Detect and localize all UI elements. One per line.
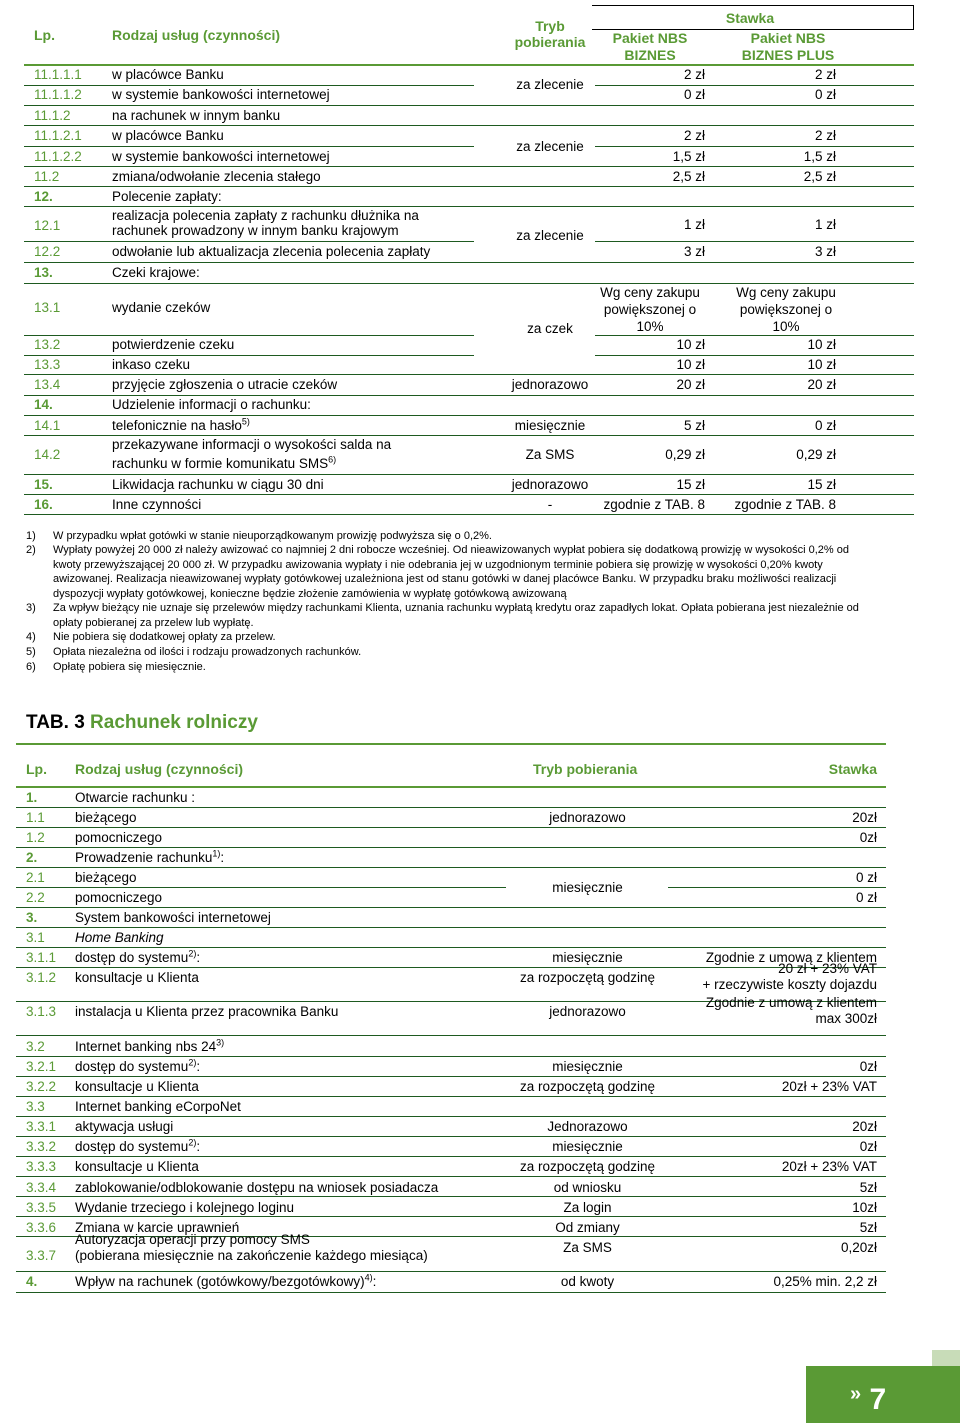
row-lp: 3.3.4	[26, 1180, 57, 1195]
footnote-ref: 3)	[216, 1037, 225, 1048]
row-mode: miesięcznie	[552, 1139, 623, 1154]
row-service: w placówce Banku	[112, 128, 224, 143]
footnote: 3) Za wpływ bieżący nie uznaje się przelewów między rachunkami Klienta, uznania rachunku wypłatą kredytu oraz zapadłych lokat. Opłata pobierana jest niezależnie od opłaty pobieranej za przelew lub wypłatę.	[26, 602, 859, 629]
footnote-ref: 2)	[188, 948, 197, 959]
row-lp: 2.2	[26, 890, 45, 905]
row-lp: 3.2.1	[26, 1059, 57, 1074]
row-service: Likwidacja rachunku w ciągu 30 dni	[112, 477, 324, 492]
row-rate: 0zł	[859, 1139, 877, 1154]
row-rate-biznes: 2 zł	[683, 67, 705, 82]
row-rate-biznes: 15 zł	[676, 477, 705, 492]
row-lp: 3.3.5	[26, 1200, 57, 1215]
row-rate-biznes: 2 zł	[683, 128, 705, 143]
row-rate-biznes-plus: 15 zł	[807, 477, 836, 492]
row-service: Polecenie zapłaty:	[112, 189, 222, 204]
row-service: dostęp do systemu	[75, 1059, 189, 1074]
row-service: Udzielenie informacji o rachunku:	[112, 397, 311, 412]
row-service: na rachunek w innym banku	[112, 108, 281, 123]
row-lp: 11.1.1.1	[34, 67, 82, 82]
footnote: 6) Opłatę pobiera się miesięcznie.	[26, 661, 206, 673]
row-service: bieżącego	[75, 810, 137, 825]
row-lp: 3.1.2	[26, 970, 57, 985]
row-rate: 20zł	[852, 1119, 877, 1134]
row-service: aktywacja usługi	[75, 1119, 174, 1134]
row-rate-biznes-plus: 1 zł	[814, 217, 836, 232]
row-service: potwierdzenie czeku	[112, 337, 235, 352]
row-service: pomocniczego	[75, 830, 163, 845]
row-service: Wydanie trzeciego i kolejnego loginu	[75, 1200, 295, 1215]
row-lp: 3.	[26, 910, 38, 925]
row-service: w systemie bankowości internetowej	[112, 87, 330, 102]
col-header-rate: Stawka	[725, 10, 775, 26]
row-rate-biznes-plus: 0 zł	[814, 87, 836, 102]
row-rate-biznes: 10 zł	[676, 357, 705, 372]
row-service: rachunku w formie komunikatu SMS	[112, 456, 329, 471]
row-lp: 13.2	[34, 337, 61, 352]
row-rate-biznes-plus: zgodnie z TAB. 8	[734, 497, 836, 512]
row-lp: 3.3	[26, 1099, 45, 1114]
footnote-ref: 2)	[188, 1057, 197, 1068]
col-header-pkg2: Pakiet NBS BIZNES PLUS	[741, 30, 835, 63]
row-service: inkaso czeku	[112, 357, 191, 372]
row-service: Inne czynności	[112, 497, 202, 512]
row-rate-biznes: 5 zł	[683, 418, 705, 433]
row-mode: Od zmiany	[555, 1220, 620, 1235]
row-rate-biznes-plus: 0 zł	[814, 418, 836, 433]
row-lp: 15.	[34, 477, 53, 492]
row-lp: 11.1.2	[34, 108, 71, 123]
row-service: Internet banking nbs 24	[75, 1039, 217, 1054]
row-service: System bankowości internetowej	[75, 910, 271, 925]
row-mode: Za login	[563, 1200, 612, 1215]
row-lp: 14.1	[34, 418, 61, 433]
row-rate: 5zł	[859, 1180, 877, 1195]
row-rate-biznes-plus: 2,5 zł	[803, 169, 836, 184]
row-service: realizacja polecenia zapłaty z rachunku dłużnika na rachunek prowadzony w innym banku krajowym	[112, 208, 419, 238]
row-lp: 3.1.3	[26, 1004, 57, 1019]
page-number: » 7	[850, 1383, 887, 1416]
row-mode: za zlecenie	[516, 139, 584, 154]
row-mode: miesięcznie	[514, 418, 586, 433]
col-header-pkg1: Pakiet NBS BIZNES	[612, 30, 688, 63]
row-mode: za czek	[527, 321, 573, 336]
row-service: Internet banking eCorpoNet	[75, 1099, 241, 1114]
row-rate: 20zł + 23% VAT	[781, 1079, 877, 1094]
footnote-ref: 6)	[328, 454, 337, 465]
row-rate: 20zł	[852, 810, 877, 825]
row-mode: za zlecenie	[516, 228, 584, 243]
row-lp: 14.	[34, 397, 53, 412]
row-mode: od wniosku	[553, 1180, 622, 1195]
row-service: w systemie bankowości internetowej	[112, 149, 330, 164]
col-header-lp: Lp.	[26, 761, 47, 777]
row-mode: jednorazowo	[549, 1004, 626, 1019]
row-rate-biznes-plus: 3 zł	[814, 244, 836, 259]
row-rate-biznes: 0,29 zł	[665, 447, 705, 462]
row-rate-biznes: 2,5 zł	[672, 169, 705, 184]
row-lp: 1.	[26, 790, 38, 805]
row-rate-biznes: 1 zł	[683, 217, 705, 232]
row-rate-biznes-plus: 0,29 zł	[796, 447, 836, 462]
footnote: 2) Wypłaty powyżej 20 000 zł należy awizować co najmniej 2 dni robocze wcześniej. Od nieawizowanych wypłat pobiera się dodatkową prowizję w wysokości 0,2% od kwoty przewyższającej 20 000 zł. W przypadku awizowania wypłaty i nie odebrania jej w uzgodnionym terminie pobiera się prowizję w wysokości 0,20% kwoty awizowanej. Realizacja nieawizowanej wypłaty gotówkowej uzależniona jest od stanu gotówki w danej placówce Banku. W przypadku braku możliwości realizacji dyspozycji wypłaty gotówkowej, konieczne będzie złożenie zamówienia w wypłatę gotówkową awizowaną	[26, 544, 849, 600]
row-lp: 3.3.7	[26, 1248, 57, 1263]
row-lp: 1.1	[26, 810, 45, 825]
row-rate-biznes: 20 zł	[676, 377, 705, 392]
col-header-service: Rodzaj usług (czynności)	[112, 27, 281, 43]
row-rate: 0 zł	[855, 870, 877, 885]
col-header-lp: Lp.	[34, 27, 55, 43]
col-header-rate: Stawka	[828, 761, 877, 777]
row-service: zablokowanie/odblokowanie dostępu na wniosek posiadacza	[75, 1180, 439, 1195]
row-service: Czeki krajowe:	[112, 265, 200, 280]
row-rate: 0zł	[859, 1059, 877, 1074]
row-mode: jednorazowo	[549, 810, 626, 825]
row-service: konsultacje u Klienta	[75, 1079, 199, 1094]
row-rate-biznes: 3 zł	[683, 244, 705, 259]
row-rate-biznes: 1,5 zł	[672, 149, 705, 164]
row-service: Autoryzacja operacji przy pomocy SMS (pobierana miesięcznie na zakończenie każdego miesiąca)	[75, 1232, 428, 1263]
row-mode: jednorazowo	[511, 477, 589, 492]
row-rate: 20 zł + 23% VAT + rzeczywiste koszty dojazdu	[702, 961, 877, 992]
row-mode: za rozpoczętą godzinę	[519, 970, 656, 985]
footnote: 4) Nie pobiera się dodatkowej opłaty za przelew.	[26, 631, 276, 643]
row-lp: 4.	[26, 1274, 38, 1289]
row-service: bieżącego	[75, 870, 137, 885]
row-rate: 20zł + 23% VAT	[781, 1159, 877, 1174]
footnote-ref: 5)	[241, 416, 250, 427]
row-lp: 11.1.2.1	[34, 128, 82, 143]
row-rate: Zgodnie z umową z klientem max 300zł	[705, 995, 877, 1026]
row-lp: 2.	[26, 850, 38, 865]
row-service: Wpływ na rachunek (gotówkowy/bezgotówkowy)	[75, 1274, 365, 1289]
row-rate-biznes: zgodnie z TAB. 8	[603, 497, 705, 512]
row-lp: 3.2.2	[26, 1079, 57, 1094]
row-lp: 3.2	[26, 1039, 45, 1054]
row-service: Zmiana w karcie uprawnień	[75, 1220, 240, 1235]
footnote: 5) Opłata niezależna od ilości i rodzaju prowadzonych rachunków.	[26, 646, 362, 658]
row-lp: 11.1.1.2	[34, 87, 82, 102]
row-service: pomocniczego	[75, 890, 163, 905]
row-service: przyjęcie zgłoszenia o utracie czeków	[112, 377, 338, 392]
row-rate: 0,20zł	[840, 1240, 877, 1255]
row-service: Home Banking	[75, 930, 164, 945]
row-service: odwołanie lub aktualizacja zlecenia polecenia zapłaty	[112, 244, 431, 259]
row-mode: za rozpoczętą godzinę	[519, 1159, 656, 1174]
footnote: 1) W przypadku wpłat gotówki w stanie nieuporządkowanym prowizję podwyższa się o 0,2%.	[26, 530, 492, 542]
row-mode: miesięcznie	[552, 880, 623, 895]
row-lp: 11.1.2.2	[34, 149, 82, 164]
row-lp: 3.1.1	[26, 950, 57, 965]
row-service: konsultacje u Klienta	[75, 1159, 199, 1174]
row-service: dostęp do systemu	[75, 1139, 189, 1154]
row-lp: 12.	[34, 189, 53, 204]
row-rate-biznes-plus: 10 zł	[807, 337, 836, 352]
row-mode: Jednorazowo	[547, 1119, 628, 1134]
row-rate-biznes-plus: Wg ceny zakupu powiększonej o 10%	[736, 285, 836, 334]
footnote-ref: 1)	[212, 848, 221, 859]
row-lp: 1.2	[26, 830, 45, 845]
row-rate-biznes-plus: 20 zł	[807, 377, 836, 392]
row-lp: 13.1	[34, 300, 61, 315]
row-mode: -	[547, 497, 553, 512]
row-rate-biznes: 0 zł	[683, 87, 705, 102]
row-lp: 13.4	[34, 377, 61, 392]
footnote-ref: 2)	[188, 1137, 197, 1148]
row-service: instalacja u Klienta przez pracownika Banku	[75, 1004, 339, 1019]
row-rate: 0zł	[859, 830, 877, 845]
row-rate: 10zł	[852, 1200, 877, 1215]
row-lp: 12.2	[34, 244, 61, 259]
chevrons-icon: »	[850, 1383, 862, 1405]
col-header-service: Rodzaj usług (czynności)	[75, 761, 244, 777]
row-lp: 16.	[34, 497, 53, 512]
row-lp: 11.2	[34, 169, 60, 184]
row-rate-biznes-plus: 1,5 zł	[803, 149, 836, 164]
row-lp: 13.3	[34, 357, 61, 372]
row-lp: 13.	[34, 265, 53, 280]
header-rule	[24, 64, 914, 66]
row-service: przekazywane informacji o wysokości salda na	[112, 437, 392, 452]
row-mode: miesięcznie	[552, 1059, 623, 1074]
row-service: dostęp do systemu	[75, 950, 189, 965]
row-mode: jednorazowo	[511, 377, 589, 392]
row-lp: 3.3.1	[26, 1119, 57, 1134]
row-lp: 3.3.3	[26, 1159, 57, 1174]
row-rate: 0 zł	[855, 890, 877, 905]
section-title: TAB. 3 Rachunek rolniczy	[26, 712, 258, 733]
row-rate: Zgodnie z umową z klientem	[705, 950, 877, 965]
row-rate-biznes-plus: 2 zł	[814, 128, 836, 143]
row-service: wydanie czeków	[112, 300, 211, 315]
row-lp: 3.1	[26, 930, 45, 945]
row-rate-biznes: 10 zł	[676, 337, 705, 352]
row-lp: 3.3.2	[26, 1139, 57, 1154]
col-header-mode: Tryb pobierania	[514, 18, 586, 50]
row-mode: Za SMS	[525, 447, 575, 462]
row-lp: 3.3.6	[26, 1220, 57, 1235]
row-lp: 12.1	[34, 218, 61, 233]
row-mode: Za SMS	[563, 1240, 612, 1255]
row-rate-biznes-plus: 2 zł	[814, 67, 836, 82]
row-service: konsultacje u Klienta	[75, 970, 199, 985]
row-rate-biznes-plus: 10 zł	[807, 357, 836, 372]
row-rate-biznes: Wg ceny zakupu powiększonej o 10%	[600, 285, 700, 334]
row-lp: 2.1	[26, 870, 45, 885]
row-mode: od kwoty	[560, 1274, 615, 1289]
row-mode: za zlecenie	[516, 77, 584, 92]
row-lp: 14.2	[34, 447, 61, 462]
row-service: Prowadzenie rachunku	[75, 850, 213, 865]
row-service: zmiana/odwołanie zlecenia stałego	[112, 169, 321, 184]
footnote-ref: 4)	[364, 1272, 373, 1283]
row-mode: za rozpoczętą godzinę	[519, 1079, 656, 1094]
row-service: Otwarcie rachunku :	[75, 790, 196, 805]
row-service: w placówce Banku	[112, 67, 224, 82]
row-mode: miesięcznie	[552, 950, 623, 965]
col-header-mode: Tryb pobierania	[533, 761, 638, 777]
row-service: telefonicznie na hasło	[112, 418, 242, 433]
rate-header-box	[592, 5, 914, 30]
row-rate: 5zł	[859, 1220, 877, 1235]
row-rate: 0,25% min. 2,2 zł	[773, 1274, 877, 1289]
